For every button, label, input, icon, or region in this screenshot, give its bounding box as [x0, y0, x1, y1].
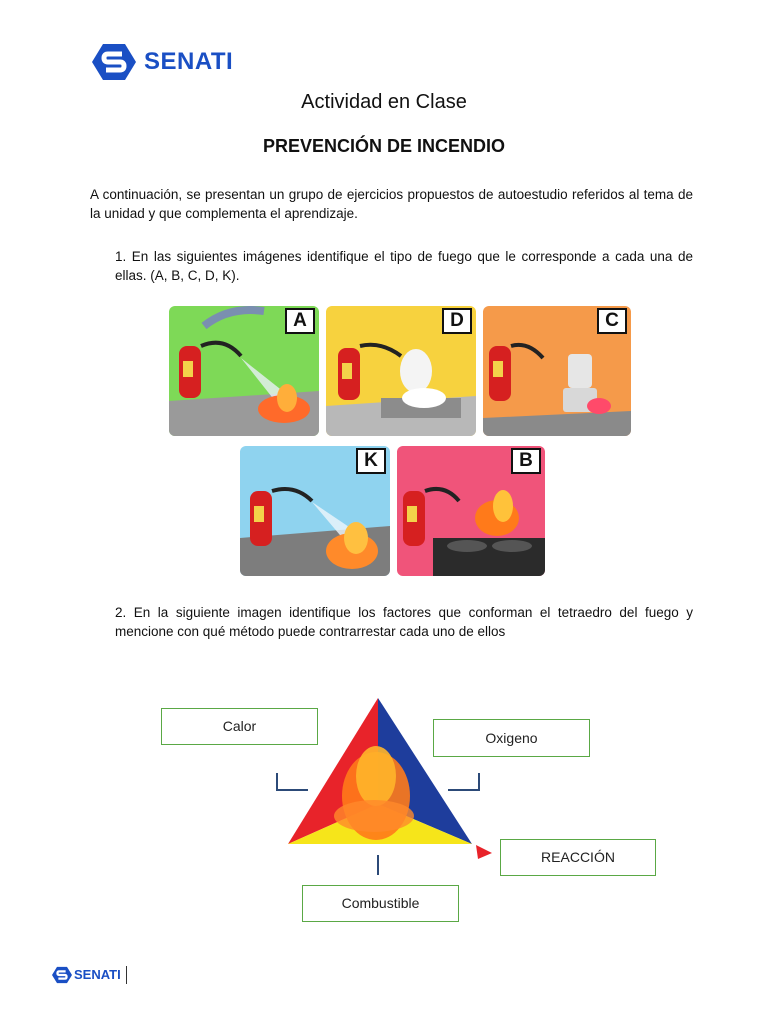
class-letter-k: K: [356, 448, 386, 474]
footer-brand: SENATI: [74, 967, 121, 982]
question-1-text: 1. En las siguientes imágenes identifique el tipo de fuego que le corresponde a cada una de ellas. (A, B, C, D, K).: [115, 249, 693, 283]
connector-oxigeno: [448, 773, 480, 791]
senati-logo-icon: [92, 42, 136, 82]
footer-logo: [52, 965, 142, 985]
fire-panel-b: [397, 446, 545, 576]
footer-divider: [126, 966, 127, 984]
senati-logo-icon: [52, 965, 72, 985]
fire-panel-d: [326, 306, 476, 436]
fire-panel-c: [483, 306, 631, 436]
page-title: Actividad en Clase: [301, 91, 467, 113]
brand-name: SENATI: [144, 48, 234, 75]
class-letter-d: D: [442, 308, 472, 334]
class-letter-c: C: [597, 308, 627, 334]
connector-calor: [276, 773, 308, 791]
fire-panel-k: [240, 446, 390, 576]
page-subtitle: PREVENCIÓN DE INCENDIO: [262, 136, 506, 156]
class-letter-b: B: [511, 448, 541, 474]
intro-paragraph: A continuación, se presentan un grupo de ejercicios propuestos de autoestudio referidos al tema de la unidad y que complementa el aprendizaje.: [90, 187, 693, 221]
label-reaccion: REACCIÓN: [500, 839, 656, 876]
class-letter-a: A: [285, 308, 315, 334]
connector-combustible: [377, 855, 379, 875]
fire-panel-a: [169, 306, 319, 436]
label-calor: Calor: [161, 708, 318, 745]
label-oxigeno: Oxigeno: [433, 719, 590, 757]
senati-logo: [92, 42, 252, 82]
red-arrow-icon: [476, 845, 494, 861]
label-combustible: Combustible: [302, 885, 459, 922]
question-2-text: 2. En la siguiente imagen identifique los factores que conforman el tetraedro del fuego y mencione con qué método puede contrarrestar cada uno de ellos: [115, 605, 693, 639]
